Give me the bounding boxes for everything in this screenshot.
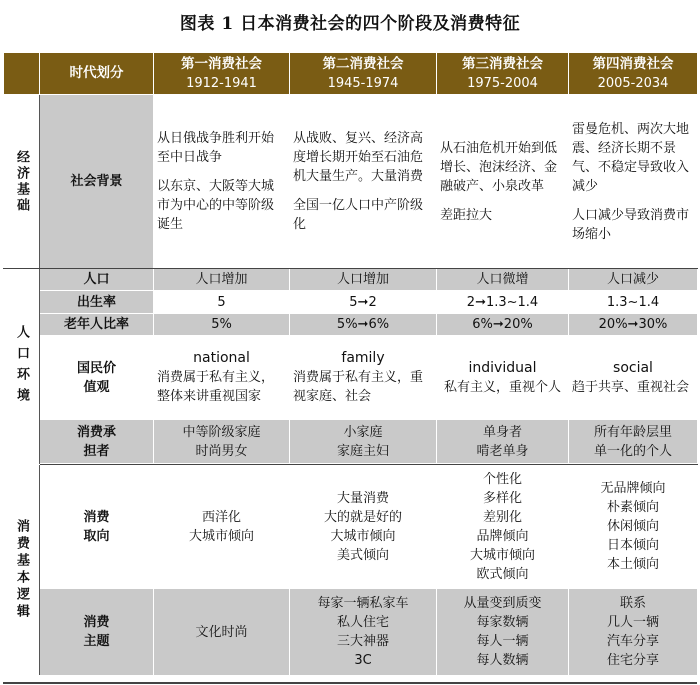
cell-text: 本土倾向	[606, 557, 659, 572]
cell: 人口增加	[154, 269, 290, 291]
cell-text: 日本倾向	[606, 538, 659, 553]
cell-text: 时尚男女	[195, 443, 248, 459]
section-logic	[4, 465, 40, 676]
cell	[290, 465, 437, 589]
keyword: national	[193, 350, 250, 366]
row-label	[40, 465, 154, 589]
header-era-1	[154, 53, 290, 95]
cell: 5➞2	[290, 291, 437, 314]
cell-text: 趋于共享、重视社会	[572, 379, 690, 395]
cell: 5	[154, 291, 290, 314]
header-blank-cell	[4, 53, 40, 95]
cell-text: 差别化	[482, 509, 522, 525]
cell-text: 欧式倾向	[476, 566, 529, 582]
row-themes	[4, 589, 698, 676]
cell: 20%➞30%	[569, 314, 698, 336]
cell: 人口微增	[437, 269, 569, 291]
cell	[154, 336, 290, 420]
cell	[437, 420, 569, 464]
cell-text: 大量消费	[336, 490, 389, 506]
cell: 5%	[154, 314, 290, 336]
cell-text: 3C	[354, 653, 372, 668]
row-label: 出生率	[40, 291, 154, 314]
row-social-background	[4, 95, 698, 269]
row-values-view	[4, 336, 698, 420]
cell	[569, 465, 698, 589]
cell	[154, 589, 290, 676]
cell: 5%➞6%	[290, 314, 437, 336]
cell-text: 朴素倾向	[606, 500, 659, 515]
era-years: 1975-2004	[467, 75, 538, 91]
era-years: 2005-2034	[597, 75, 669, 91]
cell	[437, 465, 569, 589]
cell-text: 人口减少导致消费市场缩小	[572, 207, 690, 242]
cell-text: 从日俄战争胜利开始至中日战争	[157, 131, 275, 165]
cell-text: 住宅分享	[606, 653, 659, 668]
row-label-text: 国民价值观	[76, 360, 116, 395]
cell-text: 三大神器	[336, 634, 389, 649]
cell-text: 美式倾向	[336, 547, 389, 563]
cell	[437, 336, 569, 420]
cell-text: 文化时尚	[195, 624, 248, 640]
cell: 6%➞20%	[437, 314, 569, 336]
row-label-text: 消费承担者	[76, 424, 116, 459]
keyword: family	[341, 350, 385, 366]
cell-text: 每家数辆	[476, 615, 529, 630]
row-consumers	[4, 420, 698, 464]
page-title: 图表 1 日本消费社会的四个阶段及消费特征	[179, 14, 521, 34]
cell	[437, 95, 569, 269]
consumer-society-table	[3, 52, 698, 676]
cell-text: 每家一辆私家车	[317, 596, 409, 611]
era-name: 第一消费社会	[181, 55, 262, 72]
cell-text: 全国一亿人口中产阶级化	[293, 198, 424, 232]
cell-text: 以东京、大阪等大城市为中心的中等阶级诞生	[157, 179, 275, 232]
cell: 人口减少	[569, 269, 698, 291]
cell-text: 大城市倾向	[469, 547, 535, 563]
cell-text: 消费属于私有主义，重视家庭、社会	[293, 370, 424, 404]
cell-text: 大城市倾向	[330, 528, 396, 544]
cell-text: 差距拉大	[440, 207, 493, 223]
cell	[290, 589, 437, 676]
cell	[290, 95, 437, 269]
header-row	[4, 53, 698, 95]
cell-text: 联系	[619, 596, 646, 611]
cell-text: 所有年龄层里	[593, 424, 672, 440]
cell	[154, 465, 290, 589]
cell	[569, 336, 698, 420]
row-label: 社会背景	[40, 95, 154, 269]
era-name: 第四消费社会	[592, 55, 674, 72]
cell-text: 从石油危机开始到低增长、泡沫经济、金融破产、小泉改革	[440, 140, 558, 194]
cell-text: 私人住宅	[336, 615, 389, 630]
row-label-text: 消费主题	[83, 615, 110, 649]
row-label	[40, 589, 154, 676]
row-label-text: 消费取向	[83, 509, 110, 544]
cell: 人口增加	[290, 269, 437, 291]
keyword: individual	[468, 359, 537, 376]
cell	[290, 336, 437, 420]
era-years: 1912-1941	[186, 75, 257, 91]
cell-text: 汽车分享	[606, 634, 659, 649]
row-elderly-ratio	[4, 314, 698, 336]
cell: 1.3~1.4	[569, 291, 698, 314]
cell	[154, 420, 290, 464]
row-label	[40, 420, 154, 464]
cell-text: 大城市倾向	[188, 528, 254, 544]
cell	[154, 95, 290, 269]
cell	[290, 420, 437, 464]
era-years: 1945-1974	[327, 75, 399, 91]
cell-text: 单一化的个人	[593, 443, 672, 459]
cell	[569, 420, 698, 464]
cell-text: 单身者	[482, 424, 522, 440]
cell-text: 啃老单身	[476, 443, 529, 459]
cell	[437, 589, 569, 676]
cell-text: 雷曼危机、两次大地震、经济长期不景气、不稳定导致收入减少	[572, 121, 690, 194]
cell-text: 从战败、复兴、经济高度增长期开始至石油危机大量生产。大量消费	[293, 131, 424, 184]
cell-text: 家庭主妇	[336, 443, 389, 459]
header-era-3	[437, 53, 569, 95]
section-label: 消费基本逻辑	[14, 519, 29, 621]
era-name: 第二消费社会	[322, 55, 404, 72]
row-label	[40, 336, 154, 420]
row-label: 老年人比率	[40, 314, 154, 336]
row-orientation	[4, 465, 698, 589]
cell-text: 西洋化	[201, 509, 241, 525]
header-era-4	[569, 53, 698, 95]
cell-text: 从量变到质变	[463, 596, 542, 611]
cell-text: 个性化	[482, 471, 522, 487]
cell-text: 几人一辆	[606, 615, 659, 630]
cell: 2➞1.3~1.4	[437, 291, 569, 314]
section-economy	[4, 95, 40, 269]
cell-text: 中等阶级家庭	[182, 424, 261, 440]
cell-text: 大的就是好的	[323, 509, 402, 525]
bottom-rule	[3, 682, 697, 684]
header-era-2	[290, 53, 437, 95]
keyword: social	[613, 359, 653, 376]
cell-text: 小家庭	[343, 424, 383, 440]
era-name: 第三消费社会	[462, 55, 543, 72]
header-period-label: 时代划分	[40, 53, 154, 95]
section-label: 经济基础	[14, 149, 29, 214]
section-label: 人口环境	[14, 324, 29, 409]
cell	[569, 589, 698, 676]
cell-text: 每人一辆	[476, 634, 529, 649]
row-population	[4, 269, 698, 291]
cell-text: 每人数辆	[476, 653, 529, 668]
cell	[569, 95, 698, 269]
cell-text: 休闲倾向	[606, 519, 659, 534]
cell-text: 无品牌倾向	[600, 481, 666, 496]
row-label: 人口	[40, 269, 154, 291]
cell-text: 品牌倾向	[476, 528, 529, 544]
cell-text: 私有主义，重视个人	[443, 379, 561, 395]
section-population	[4, 269, 40, 465]
cell-text: 多样化	[482, 490, 522, 506]
row-birth-rate	[4, 291, 698, 314]
cell-text: 消费属于私有主义，整体来讲重视国家	[157, 370, 275, 404]
